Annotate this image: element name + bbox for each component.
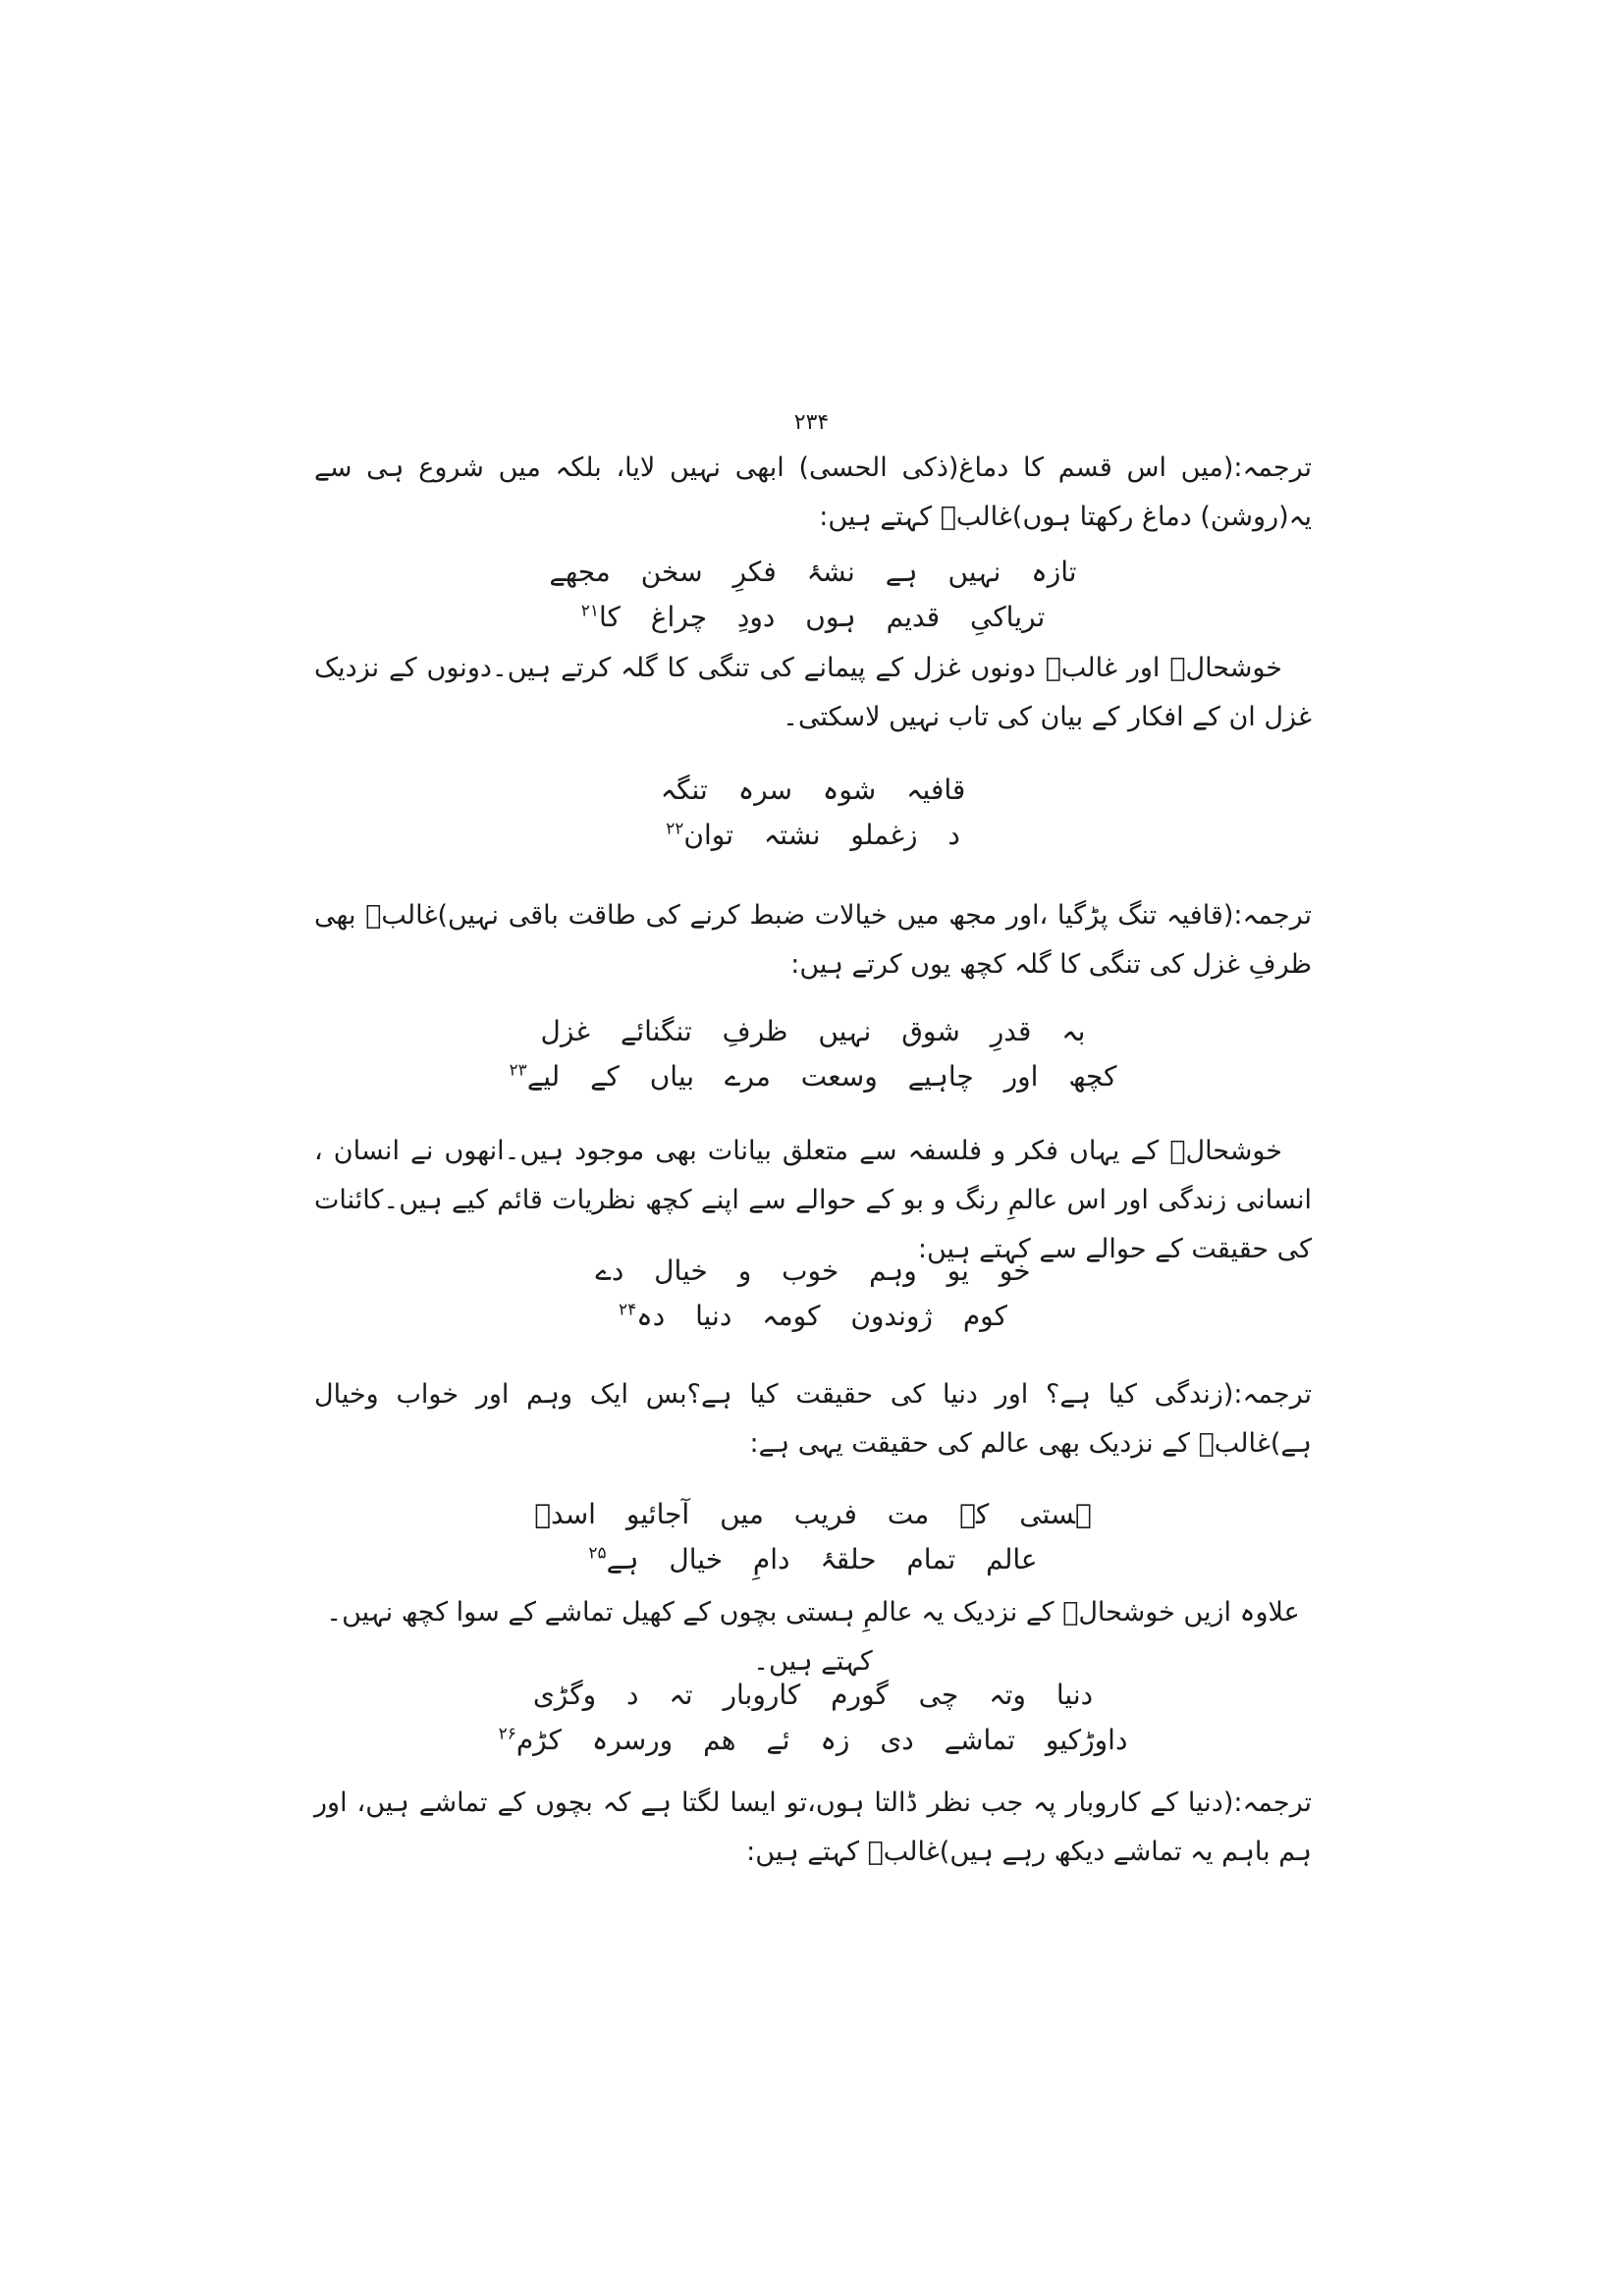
- commentary-paragraph-3: علاوہ ازیں خوشحالؔ کے نزدیک یہ عالمِ ہستی بچوں کے کھیل تماشے کے سوا کچھ نہیں۔کہتے ہیں۔: [326, 1597, 1300, 1677]
- verse-line-2: [412, 1054, 1214, 1099]
- verse-line-1: تازہ نہیں ہے نشۂ فکرِ سخن مجھے: [549, 556, 1077, 588]
- verse-line-1: دنیا وتہ چی گورم کاروبار تہ د وگڑی: [532, 1679, 1094, 1711]
- footnote-marker: ۲۳: [509, 1060, 527, 1081]
- translation-paragraph-3: ترجمہ:(زندگی کیا ہے؟ اور دنیا کی حقیقت کیا ہے؟بس ایک وہم اور خواب وخیال ہے)غالبؔ کے نزدیک بھی عالم کی حقیقت یہی ہے:: [314, 1379, 1312, 1459]
- verse-line-2: [412, 1294, 1214, 1339]
- verse-line-1: بہ قدرِ شوق نہیں ظرفِ تنگنائے غزل: [540, 1015, 1086, 1047]
- commentary-paragraph-1: خوشحالؔ اور غالبؔ دونوں غزل کے پیمانے کی تنگی کا گلہ کرتے ہیں۔دونوں کے نزدیک غزل ان کے افکار کے بیان کی تاب نہیں لاسکتی۔: [314, 653, 1312, 732]
- verse-line-1: ہستی کے مت فریب میں آجائیو اسدؔ: [534, 1498, 1092, 1530]
- verse-khushal-2: [412, 1249, 1214, 1339]
- verse-line-2-text: عالم تمام حلقۂ دامِ خیال ہے: [606, 1543, 1038, 1575]
- footnote-marker: ۲۵: [588, 1543, 607, 1564]
- footnote-marker: ۲۱: [580, 601, 599, 621]
- verse-line-2: [412, 595, 1214, 640]
- translation-paragraph-1: ترجمہ:(میں اس قسم کا دماغ(ذکی الحسی) ابھی نہیں لایا، بلکہ میں شروع ہی سے یہ(روشن) دماغ رکھتا ہوں)غالبؔ کہتے ہیں:: [314, 453, 1312, 532]
- verse-line-2: [412, 1537, 1214, 1582]
- footnote-marker: ۲۲: [666, 819, 684, 839]
- verse-ghalib-1: [412, 550, 1214, 640]
- verse-line-1: خو یو وہم خوب و خیال دے: [595, 1255, 1031, 1287]
- page-number: ۲۳۴: [793, 410, 830, 435]
- verse-line-2-text: کچھ اور چاہیے وسعت مرے بیاں کے لیے: [526, 1060, 1117, 1093]
- footnote-marker: ۲۶: [498, 1724, 516, 1744]
- verse-line-2: [412, 1718, 1214, 1763]
- verse-ghalib-3: [412, 1492, 1214, 1582]
- verse-line-1: قافیہ شوہ سرہ تنگہ: [660, 774, 966, 806]
- verse-ghalib-2: [412, 1009, 1214, 1099]
- verse-khushal-3: [412, 1673, 1214, 1763]
- translation-paragraph-2: ترجمہ:(قافیہ تنگ پڑگیا ،اور مجھ میں خیالات ضبط کرنے کی طاقت باقی نہیں)غالبؔ بھی ظرفِ غزل کی تنگی کا گلہ کچھ یوں کرتے ہیں:: [314, 900, 1312, 980]
- footnote-marker: ۲۴: [619, 1300, 637, 1320]
- commentary-paragraph-2: خوشحالؔ کے یہاں فکر و فلسفہ سے متعلق بیانات بھی موجود ہیں۔انھوں نے انسان ، انسانی زندگی اور اس عالمِ رنگ و بو کے حوالے سے اپنے کچھ نظریات قائم کیے ہیں۔کائنات کی حقیقت کے حوالے سے کہتے ہیں:: [314, 1136, 1312, 1264]
- verse-line-2-text: داوڑکیو تماشے دی زہ ئے ھم ورسرہ کڑم: [515, 1724, 1128, 1756]
- translation-paragraph-4: ترجمہ:(دنیا کے کاروبار پہ جب نظر ڈالتا ہوں،تو ایسا لگتا ہے کہ بچوں کے تماشے ہیں، اور ہم باہم یہ تماشے دیکھ رہے ہیں)غالبؔ کہتے ہیں:: [314, 1788, 1312, 1867]
- verse-line-2-text: تریاکیِ قدیم ہوں دودِ چراغ کا: [599, 601, 1046, 633]
- verse-khushal-1: [412, 768, 1214, 858]
- verse-line-2: [412, 813, 1214, 858]
- verse-line-2-text: کوم ژوندون کومہ دنیا دہ: [636, 1300, 1007, 1332]
- verse-line-2-text: د زغملو نشتہ توان: [683, 819, 960, 851]
